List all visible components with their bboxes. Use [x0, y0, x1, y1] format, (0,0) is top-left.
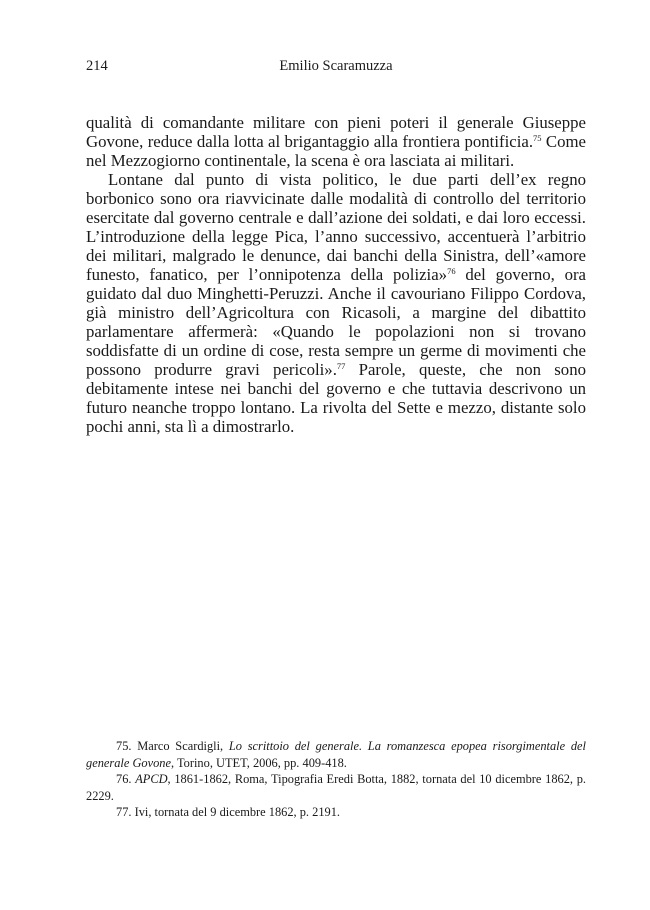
footnote-75-lead: 75. Marco Scardigli, — [116, 739, 229, 753]
running-head: Emilio Scaramuzza — [279, 58, 393, 74]
paragraph-2 — [86, 170, 586, 436]
footnote-75 — [86, 738, 586, 771]
paragraph-2-text-b: del governo, ora guidato dal duo Minghetti-Peruzzi. Anche il cavouriano Filippo Cordova, già ministro dell’Agricoltura con Ricasoli, a margine del dibattito parlamentare affermerà: «Quando le popolazioni non si trovano soddisfatte di un ordine di cose, resta sempre un germe di movimenti che possono produrre gravi pericoli». — [86, 265, 586, 379]
footnote-75-title: Lo scrittoio del generale. La romanzesca epopea risorgimentale del generale Govone — [86, 739, 586, 770]
footnote-ref-77[interactable]: 77 — [336, 361, 346, 371]
paragraph-1-text-b: Come nel Mezzogiorno continentale, la scena è ora lasciata ai militari. — [86, 132, 586, 170]
footnote-77-lead: 77. Ivi, tornata del 9 dicembre 1862, p. 2191. — [116, 805, 341, 819]
paragraph-2-text-c: Parole, queste, che non sono debitamente intese nei banchi del governo e che tuttavia descrivono un futuro neanche troppo lontano. La rivolta del Sette e mezzo, distante solo pochi anni, sta lì a dimostrarlo. — [86, 360, 586, 436]
footnote-76-lead: 76. — [116, 772, 136, 786]
main-text — [86, 113, 586, 436]
footnote-76-title: APCD — [135, 772, 168, 786]
paragraph-1 — [86, 113, 586, 170]
footnotes — [86, 738, 586, 821]
page-header — [86, 58, 586, 80]
paragraph-1-text-a: qualità di comandante militare con pieni poteri il generale Giuseppe Govone, reduce dalla lotta al brigantaggio alla frontiera pontificia. — [86, 113, 586, 151]
paragraph-2-text-a: Lontane dal punto di vista politico, le due parti dell’ex regno borbonico sono ora riavvicinate dalle modalità di controllo del territorio esercitate dal governo centrale e dall’azione dei soldati, e dai loro eccessi. L’introduzione della legge Pica, l’anno successivo, accentuerà l’arbitrio dei militari, malgrado le denunce, dai banchi della Sinistra, dell’«amore funesto, fanatico, per l’onnipotenza della polizia» — [86, 170, 586, 284]
page-number: 214 — [86, 58, 108, 74]
footnote-77 — [86, 804, 586, 821]
footnote-76-rest: , 1861-1862, Roma, Tipografia Eredi Botta, 1882, tornata del 10 dicembre 1862, p. 2229. — [86, 772, 586, 803]
footnote-75-rest: , Torino, UTET, 2006, pp. 409-418. — [170, 755, 347, 770]
footnote-76 — [86, 771, 586, 804]
footnote-ref-76[interactable]: 76 — [447, 266, 456, 276]
footnote-ref-75[interactable]: 75 — [533, 133, 542, 143]
